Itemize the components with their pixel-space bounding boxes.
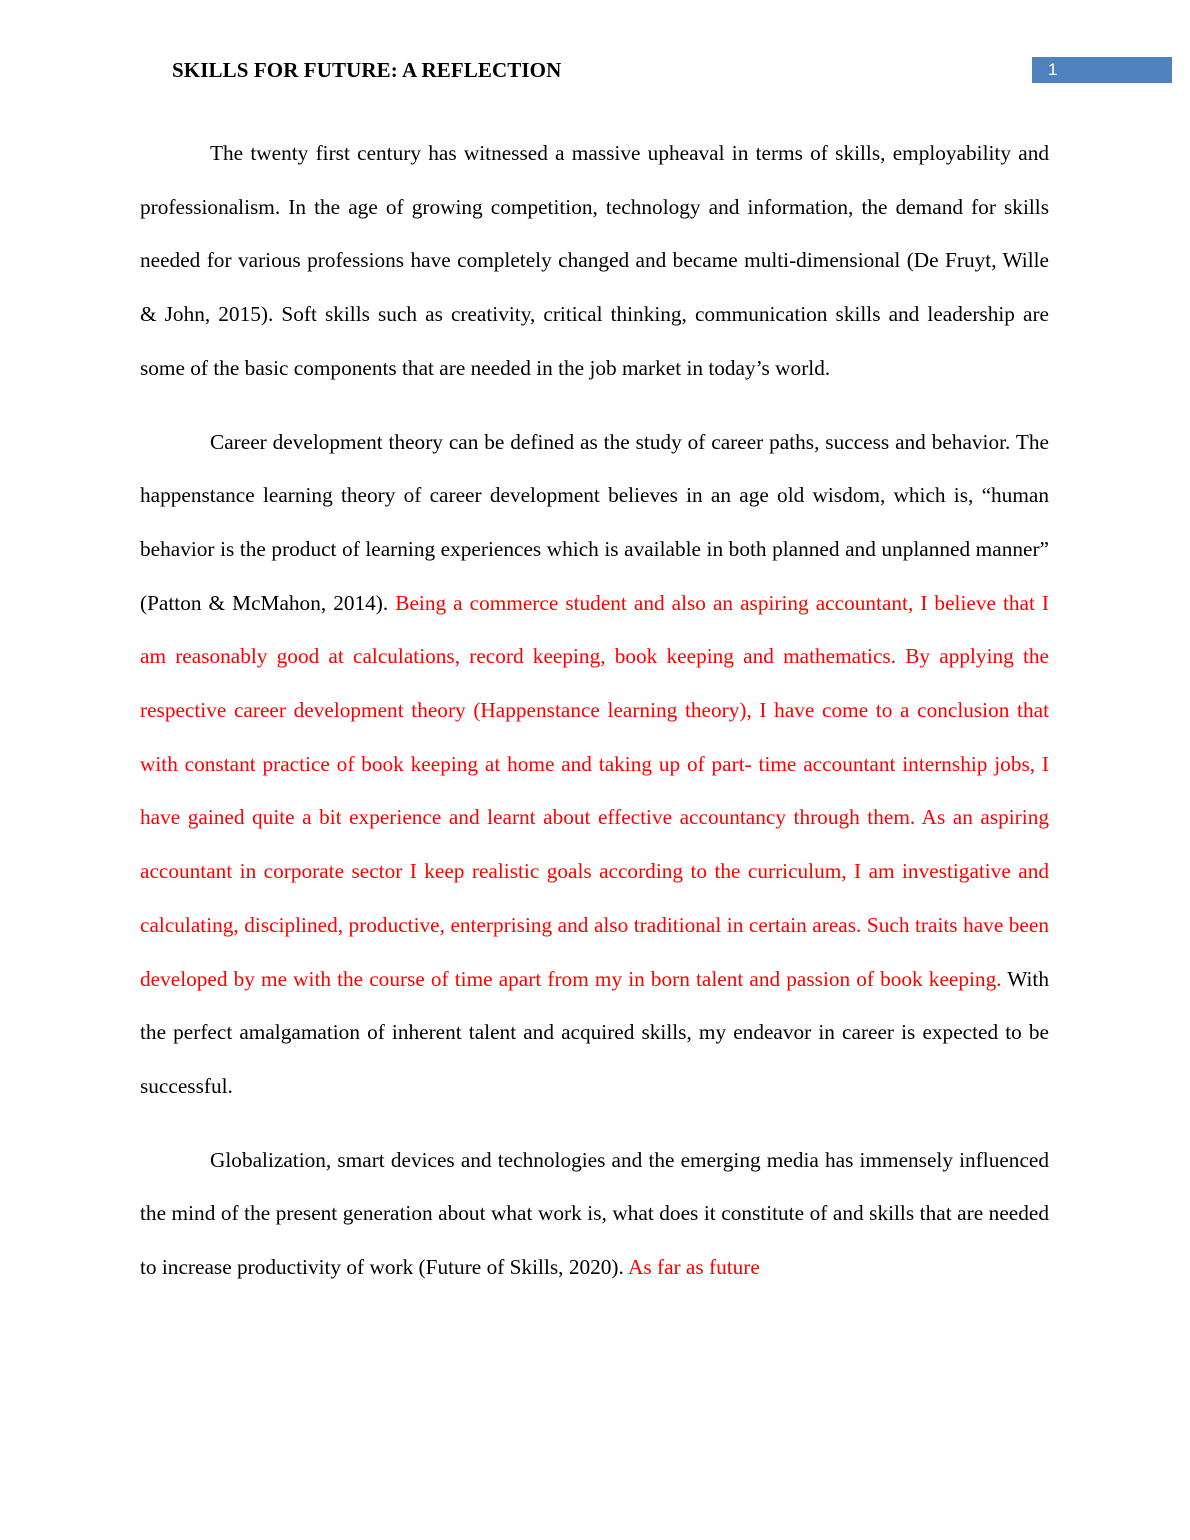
paragraph-2-text-highlighted: Being a commerce student and also an aspiring accountant, I believe that I am reasonably good at calculations, record keeping, book keeping and mathematics. By applying the respective career development theory (Happenstance learning theory), I have come to a conclusion that with constant practice of book keeping at home and taking up of part- time accountant internship jobs, I have gained quite a bit experience and learnt about effective accountancy through them. As an aspiring accountant in corporate sector I keep realistic goals according to the curriculum, I am investigative and calculating, disciplined, productive, enterprising and also traditional in certain areas. Such traits have been developed by me with the course of time apart from my in born talent and passion of book keeping. (140, 590, 1049, 991)
document-body (140, 127, 1049, 1315)
paragraph-2-text-black-end: With the perfect amalgamation of inherent talent and acquired skills, my endeavor in career is expected to be successful. (140, 966, 1049, 1098)
page-number: 1 (1048, 60, 1058, 79)
paragraph-2 (140, 416, 1049, 1114)
paragraph-1-text: The twenty first century has witnessed a massive upheaval in terms of skills, employability and professionalism. In the age of growing competition, technology and information, the demand for skills needed for various professions have completely changed and became multi-dimensional (De Fruyt, Wille & John, 2015). Soft skills such as creativity, critical thinking, communication skills and leadership are some of the basic components that are needed in the job market in today’s world. (140, 141, 1049, 380)
paragraph-2-text-black: Career development theory can be defined as the study of career paths, success and behavior. The happenstance learning theory of career development believes in an age old wisdom, which is, “human behavior is the product of learning experiences which is available in both planned and unplanned manner” (Patton & McMahon, 2014). (140, 429, 1049, 615)
paragraph-3-text-black: Globalization, smart devices and technologies and the emerging media has immensely influenced the mind of the present generation about what work is, what does it constitute of and skills that are needed to increase productivity of work (Future of Skills, 2020). (140, 1147, 1049, 1280)
running-head: SKILLS FOR FUTURE: A REFLECTION (172, 58, 562, 82)
paragraph-1 (140, 127, 1049, 396)
paragraph-3-text-highlighted: As far as future (627, 1255, 760, 1280)
page-number-box (1032, 57, 1172, 83)
paragraph-3 (140, 1134, 1049, 1295)
